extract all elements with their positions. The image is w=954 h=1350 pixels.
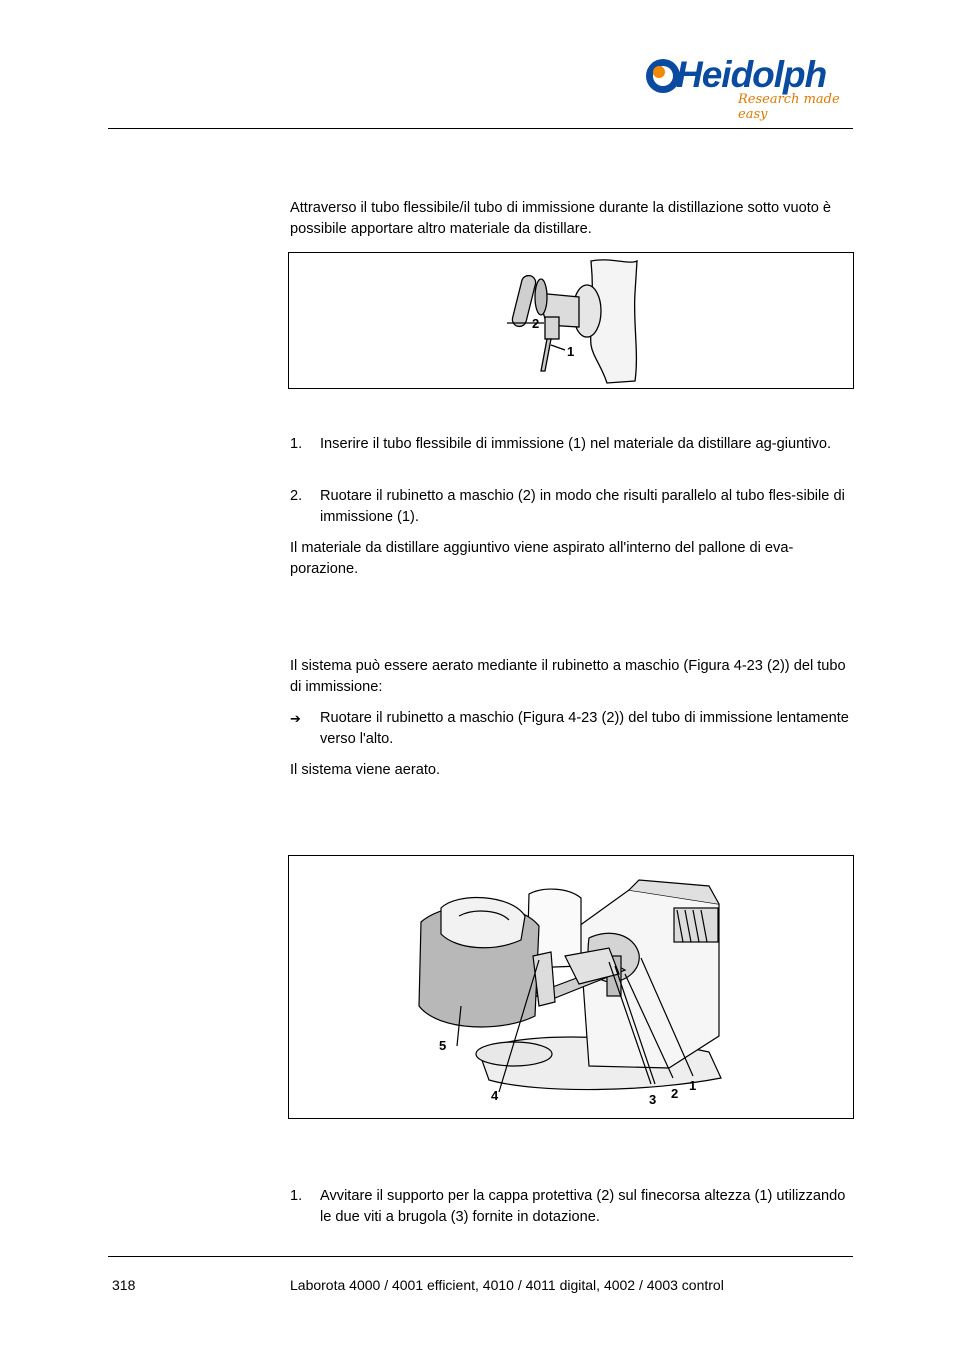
inlet-tube-illustration	[289, 253, 853, 388]
section2-result: Il sistema viene aerato.	[290, 762, 441, 778]
section1-intro: Attraverso il tubo flessibile/il tubo di immissione durante la distillazione sotto vuoto è possibile apportare altro materiale da distillare.	[290, 200, 832, 237]
fig2-label-3: 3	[649, 1092, 657, 1107]
step-number: 1.	[290, 436, 303, 452]
page-number: 318	[112, 1277, 136, 1293]
fig2-label-4: 4	[491, 1088, 499, 1103]
fig1-label-1: 1	[567, 344, 575, 359]
section2-intro: Il sistema può essere aerato mediante il rubinetto a maschio (Figura 4-23 (2)) del tubo di immissione:	[290, 658, 846, 695]
logo-tagline: Research made easy	[738, 92, 840, 122]
step-text: Avvitare il supporto per la cappa protettiva (2) sul finecorsa altezza (1) utilizzando le due viti a brugola (3) fornite in dotazione.	[320, 1188, 846, 1225]
fig2-label-2: 2	[671, 1086, 679, 1101]
footer-rule	[108, 1256, 853, 1257]
logo-name: Heidolph	[676, 54, 827, 95]
brand-logo	[640, 52, 855, 122]
step-text: Ruotare il rubinetto a maschio (2) in modo che risulti parallelo al tubo fles-sibile di immissione (1).	[320, 488, 845, 525]
fig2-label-1: 1	[689, 1078, 697, 1093]
arrow-right-icon: ➔	[290, 711, 301, 726]
step-text: Inserire il tubo flessibile di immissione (1) nel materiale da distillare ag-giuntivo.	[320, 436, 832, 452]
fig2-label-5: 5	[439, 1038, 447, 1053]
header-rule	[108, 128, 853, 129]
section1-result: Il materiale da distillare aggiuntivo viene aspirato all'interno del pallone di eva-porazione.	[290, 540, 794, 577]
fig1-label-2: 2	[532, 316, 540, 331]
protective-hood-illustration	[289, 856, 853, 1118]
bullet-text: Ruotare il rubinetto a maschio (Figura 4-23 (2)) del tubo di immissione lentamente verso l'alto.	[320, 710, 849, 747]
step-number: 2.	[290, 488, 303, 504]
figure-protective-hood	[288, 855, 854, 1119]
step-number: 1.	[290, 1188, 303, 1204]
figure-inlet-tube	[288, 252, 854, 389]
manual-title: Laborota 4000 / 4001 efficient, 4010 / 4011 digital, 4002 / 4003 control	[290, 1277, 724, 1293]
